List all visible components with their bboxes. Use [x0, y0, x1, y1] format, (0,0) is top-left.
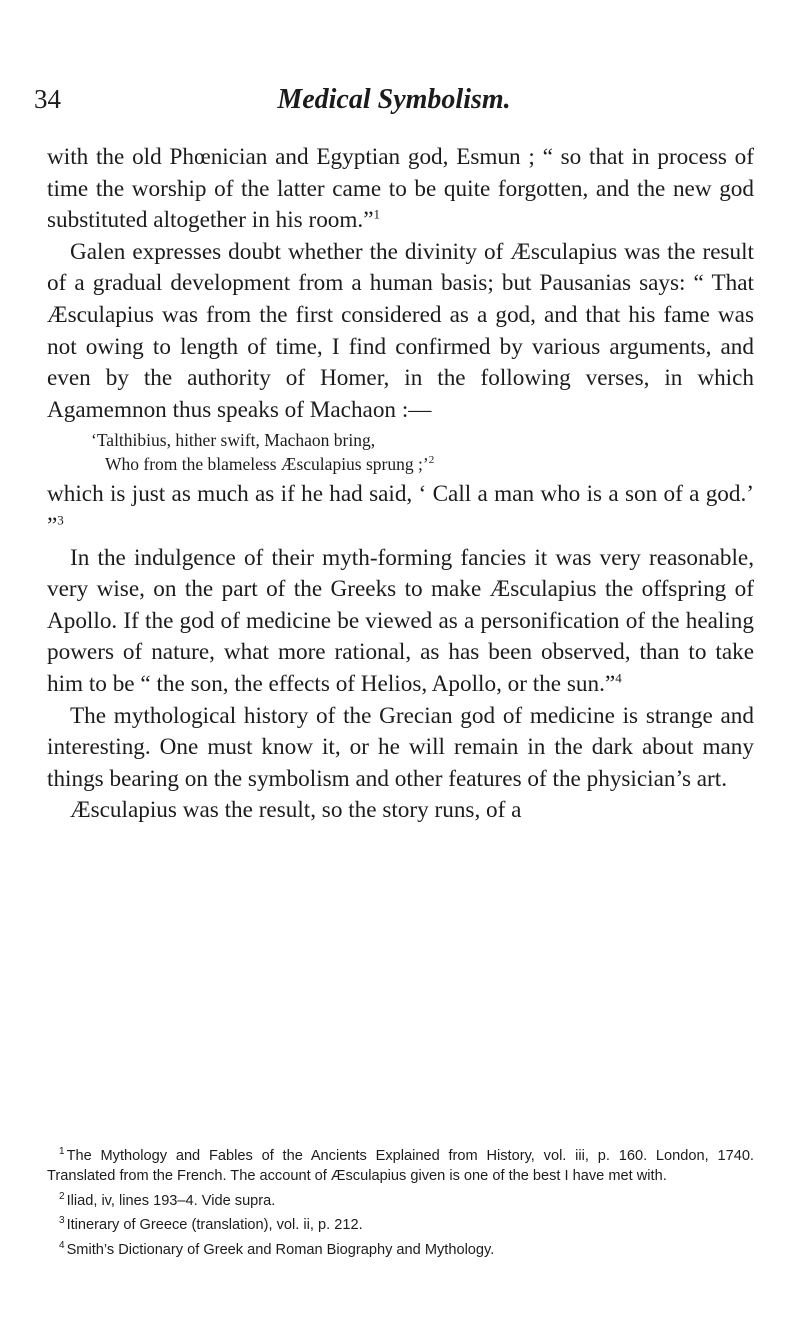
footnote-3-marker: 3 [59, 1215, 65, 1227]
paragraph-3 [47, 479, 754, 542]
verse-quote [47, 428, 754, 476]
footnote-ref-2: 2 [428, 454, 435, 467]
footnote-1-marker: 1 [59, 1146, 65, 1157]
footnote-1 [47, 1142, 754, 1187]
paragraph-4-text: In the indulgence of their myth-forming fancies it was very reasonable, very wise, on the part of the Greeks to make Æsculapius the offspring of Apollo. If the god of medicine be viewed as a personification of the healing powers of nature, what more rational, as has been observed, than to take him to be “ the son, the effects of Helios, Apollo, or the sun.” [47, 544, 754, 697]
body-text [47, 142, 754, 827]
paragraph-5-text: The mythological history of the Grecian god of medicine is strange and interesting. One must know it, or he will remain in the dark about many things bearing on the symbolism and other features of the physician’s art. [47, 702, 754, 792]
footnote-4-text: Smith’s Dictionary of Greek and Roman Biography and Mythology. [66, 1241, 495, 1258]
paragraph-6-text: Æsculapius was the result, so the story runs, of a [70, 797, 522, 824]
paragraph-3-text: which is just as much as if he had said, ‘ Call a man who is a son of a god.’ ” [47, 481, 754, 539]
footnote-4 [47, 1236, 754, 1260]
running-title: Medical Symbolism. [277, 84, 511, 115]
paragraph-1-text: with the old Phœnician and Egyptian god, Esmun ; “ so that in process of time the worship of the latter came to be quite forgotten, and the new god substituted altogether in his room.” [47, 144, 754, 234]
paragraph-5 [47, 701, 754, 796]
footnote-2 [47, 1187, 754, 1211]
footnote-4-marker: 4 [59, 1239, 65, 1251]
footnote-2-marker: 2 [59, 1190, 65, 1202]
footnote-1-text: The Mythology and Fables of the Ancients Explained from History, vol. iii, p. 160. London, 1740. Translated from the French. The account of Æsculapius given is one of the best I have met with. [47, 1147, 754, 1185]
paragraph-1 [47, 142, 754, 237]
paragraph-6 [47, 795, 754, 827]
footnotes [47, 1142, 754, 1260]
verse-line-1: ‘Talthibius, hither swift, Machaon bring, [91, 430, 376, 451]
footnote-ref-4: 4 [615, 670, 622, 686]
footnote-ref-3: 3 [57, 512, 64, 528]
footnote-ref-1: 1 [373, 206, 381, 222]
verse-line-2 [91, 452, 754, 476]
footnote-3-text: Itinerary of Greece (translation), vol. ii, p. 212. [66, 1217, 363, 1234]
footnote-3 [47, 1211, 754, 1235]
footnote-2-text: Iliad, iv, lines 193–4. Vide supra. [66, 1192, 276, 1209]
paragraph-4 [47, 543, 754, 701]
paragraph-2 [47, 237, 754, 427]
running-head [34, 84, 754, 124]
page-number: 34 [34, 84, 61, 114]
verse-line-2-text: Who from the blameless Æsculapius sprung ;’ [105, 454, 429, 475]
paragraph-2-text: Galen expresses doubt whether the divinity of Æsculapius was the result of a gradual development from a human basis; but Pausanias says: “ That Æsculapius was from the first considered as a god, and that his fame was not owing to length of time, I find confirmed by various arguments, and even by the authority of Homer, in the following verses, in which Agamemnon thus speaks of Machaon :— [47, 238, 754, 423]
